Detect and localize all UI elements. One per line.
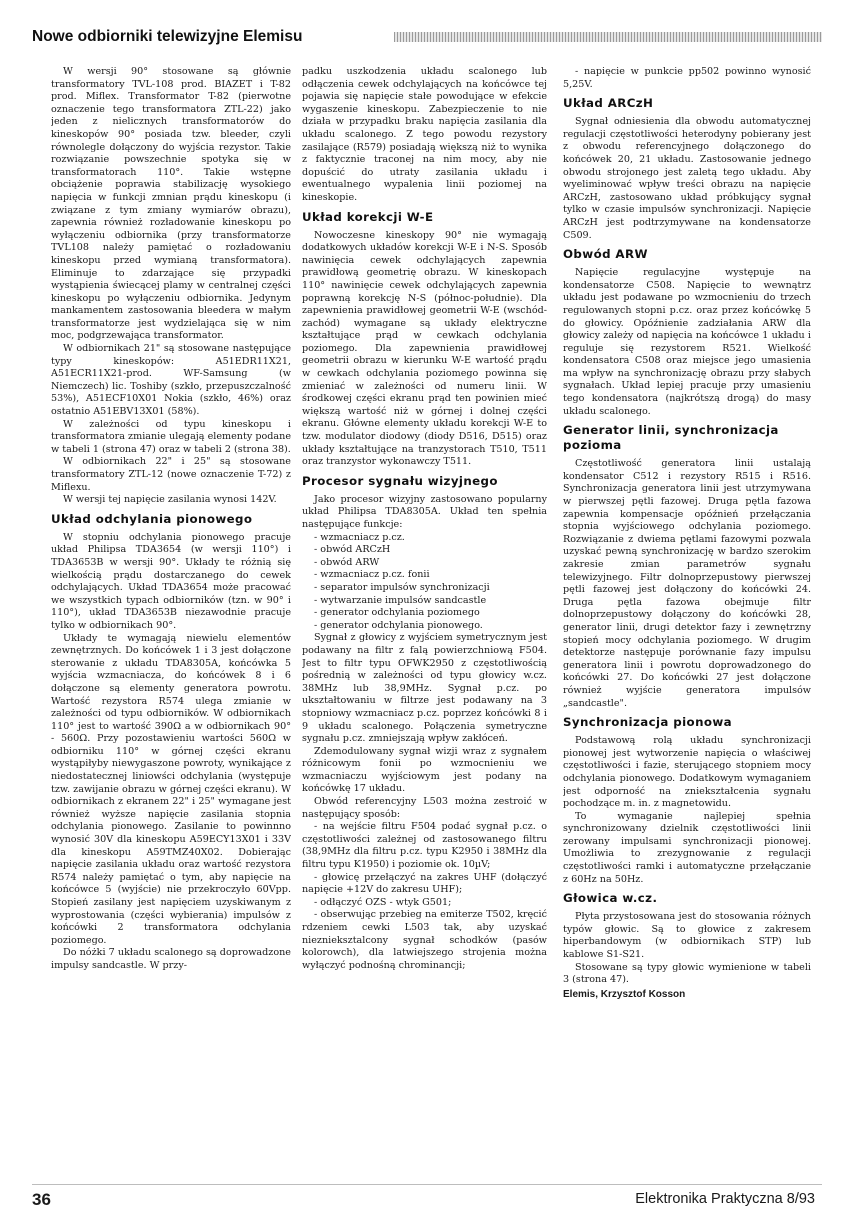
paragraph: Sygnał odniesienia dla obwodu automatycznej regulacji częstotliwości heterodyny pobierany jest z obwodu referencyjnego dołączonego do końcówek 20, 21 układu. Zastosowanie jednego obwodu strojonego jest zaletą tego układu. Aby wyeliminować wpływ treści obrazu na napięcie ARCzH, zastosowano układ próbkujący sygnał tylko w czasie impulsów synchronizacji. Napięcie ARCzH jest podtrzymywane na kondensatorze C509. bbox=[563, 116, 811, 241]
paragraph: - głowicę przełączyć na zakres UHF (dołączyć napięcie +12V do zakresu UHF); bbox=[302, 871, 547, 896]
paragraph: Płyta przystosowana jest do stosowania różnych typów głowic. Są to głowice z zakresem hiperbandowym (w odbiornikach STP) lub kablowe S1-S21. bbox=[563, 911, 811, 961]
section-heading: Układ korekcji W-E bbox=[302, 209, 434, 224]
section-heading: Procesor sygnału wizyjnego bbox=[302, 473, 498, 488]
paragraph: padku uszkodzenia układu scalonego lub odłączenia cewek odchylających na końcówce tej pojawia się napięcie stałe powodujące w efekcie wygaszenie kineskopu. Zabezpieczenie to nie działa w przypadku braku napięcia zasilania dla układu scalonego. Z tego powodu rezystory zasilające (R579) posiadają większą niż to wynika z faktycznie traconej na nim mocy, aby nie dopuścić do utraty zasilania układu i ewentualnego wypalenia linii poziomej na kineskopie. bbox=[302, 66, 547, 203]
list-item: - obwód ARCzH bbox=[314, 544, 391, 556]
paragraph: W odbiornikach 21" są stosowane następujące typy kineskopów: A51EDR11X21, A51ECR11X21-prod. WF-Samsung (w Niemczech) lic. Toshiby (szkło, przepuszczalność 53%), A51ECF10X01 Nokia (szkło, 46%) oraz ostatnio A51EBV13X01 (58%). bbox=[51, 343, 291, 418]
list-item: - generator odchylania poziomego bbox=[314, 607, 480, 619]
function-list bbox=[302, 532, 547, 633]
text-column-3 bbox=[563, 66, 811, 1156]
list-item: - wytwarzanie impulsów sandcastle bbox=[314, 594, 487, 606]
paragraph: Podstawową rolą układu synchronizacji pionowej jest wytworzenie napięcia o właściwej częstotliwości i fazie, sterującego stopniem mocy odchylania pionowego. Dodatkowym wymaganiem jest odporność na zniekształcenia sygnału pochodzące m. in. z magnetowidu. bbox=[563, 735, 811, 810]
page-header bbox=[32, 28, 822, 48]
paragraph: W stopniu odchylania pionowego pracuje układ Philipsa TDA3654 (w wersji 110°) i TDA3653B w wersji 90°. Układy te różnią się wielkością prądu dostarczanego do cewek odchylających. Układ TDA3654 może pracować we wszystkich typach odbiorników (tzn. w 90° i 110°), układ TDA3653B niezawodnie pracuje tylko w odbiornikach 90°. bbox=[51, 531, 291, 631]
paragraph: W wersji tej napięcie zasilania wynosi 142V. bbox=[63, 494, 277, 506]
list-item: - wzmacniacz p.cz. bbox=[314, 531, 405, 543]
text-column-2 bbox=[302, 66, 547, 1156]
paragraph: Jako procesor wizyjny zastosowano popularny układ Philipsa TDA8305A. Układ ten spełnia następujące funkcje: bbox=[302, 493, 547, 530]
section-heading: Synchronizacja pionowa bbox=[563, 715, 733, 730]
paragraph: Nowoczesne kineskopy 90° nie wymagają dodatkowych układów korekcji W-E i N-S. Sposób nawinięcia cewek odchylających zapewnia prawidłową geometrię obrazu. W kineskopach 110° nawinięcie cewek odchylających zapewnia poprawną korekcję N-S (północ-południe). Dla zapewnienia prawidłowej geometrii W-E (wschód-zachód) wymagane są układy elektryczne kształtujące prąd w cewkach odchylania poziomego. Dla zapewnienia prawidłowej geometrii obrazu w kierunku W-E wartość prądu w cewkach odchylania poziomego powinna się zmieniać w zależności od numeru linii. W środkowej części ekranu prąd ten powinien mieć większą wartość niż w górnej i dolnej części ekranu. Główne elementy układu korekcji W-E to tzw. modulator diodowy (diody D516, D515) oraz układy kształtujące na tranzystorach T510, T511 oraz tranzystor wykonawczy T511. bbox=[302, 229, 547, 468]
paragraph: W zależności od typu kineskopu i transformatora zmianie ulegają elementy podane w tabeli 1 (strona 47) oraz w tabeli 2 (strona 38). bbox=[51, 418, 291, 455]
paragraph: - na wejście filtru F504 podać sygnał p.cz. o częstotliwości zależnej od zastosowanego filtru (38,9MHz dla filtru p.cz. typu K2950 i 38MHz dla filtru typu K1950) i poziomie ok. 10µV; bbox=[302, 821, 547, 871]
text-column-1 bbox=[51, 66, 291, 1156]
paragraph: Stosowane są typy głowic wymienione w tabeli 3 (strona 47). bbox=[563, 961, 811, 986]
list-item: - generator odchylania pionowego. bbox=[314, 619, 483, 631]
list-item: - separator impulsów synchronizacji bbox=[314, 581, 490, 593]
paragraph: W wersji 90° stosowane są głównie transformatory TVL-108 prod. BIAZET i T-82 prod. Miflex. Transformator T-82 (pierwotne oznaczenie tego transformatora ZTL-22) jako jeden z nielicznych transformatorów do kineskopów 90° posiada tzw. bleeder, czyli równolegle dołączony do wyjścia rezystor. Takie rozwiązanie powszechnie spotyka się w transformatorach 110°. Takie wstępne obciążenie poprawia stabilizację wysokiego napięcia w funkcji zmnian prądu kineskopu (i związane z tym zmiany wymiarów obrazu), zapewnia również rozładowanie kineskopu po wyłączeniu odbiornika (przy transformatorze TVL108 należy pamiętać o rozładowaniu kineskopu przed wymianą transformatora). Eliminuje to zdarzające się przypadki wystąpienia świecącej plamy w centralnej części kineskopu po wyłączeniu odbiornika. Jedynym mankamentem zastosowania bleedera w małym transformatorze jest wydzielająca się w nim moc, podgrzewająca transformator. bbox=[51, 66, 291, 342]
paragraph: - odłączyć OZS - wtyk G501; bbox=[314, 896, 452, 908]
section-heading: Układ odchylania pionowego bbox=[51, 511, 253, 526]
footer-rule bbox=[32, 1184, 822, 1185]
header-title: Nowe odbiorniki telewizyjne Elemisu bbox=[32, 28, 303, 45]
paragraph: To wymaganie najlepiej spełnia synchronizowany dzielnik częstotliwości linii zerowany impulsami synchronizacji pionowej. Umożliwia to zrezygnowanie z regulacji częstotliwości ramki i automatyczne przełączanie z 60Hz na 50Hz. bbox=[563, 810, 811, 885]
paragraph: Sygnał z głowicy z wyjściem symetrycznym jest podawany na filtr z falą powierzchniową F504. Jest to filtr typu OFWK2950 z częstotliwością pośrednią w zależności od typu głowicy w.cz. 38MHz lub 38,9MHz. Sygnał p.cz. po ukształtowaniu w filtrze jest podawany na 3 stopniowy wzmacniacz p.cz. poprzez końcówki 8 i 9 układu scalonego. Połączenia symetryczne sygnału p.cz. zmniejszają wpływ zakłóceń. bbox=[302, 632, 547, 745]
page-number: 36 bbox=[32, 1190, 51, 1209]
paragraph: Napięcie regulacyjne występuje na kondensatorze C508. Napięcie to wewnątrz układu jest podawane po wzmocnieniu do trzech regulowanych stopni p.cz. oraz przez końcówkę 5 do głowicy. Opóźnienie zadziałania ARW dla głowicy zależy od napięcia na końcówce 1 układu i reguluje się rezystorem R521. Wielkość kondensatora C508 oraz miejsce jego umasienia ma wpływ na synchronizację obrazu przy słabych sygnałach. Układ lepiej pracuje przy umasieniu tego kondensatora (najkrótszą drogą) do masy układu scalonego. bbox=[563, 267, 811, 417]
section-heading: Układ ARCzH bbox=[563, 96, 654, 111]
journal-name: Elektronika Praktyczna 8/93 bbox=[635, 1191, 815, 1207]
paragraph: Częstotliwość generatora linii ustalają kondensator C512 i rezystory R515 i R516. Synchronizacja generatora linii jest utrzymywana w pierwszej pętli fazowej. Druga pętla fazowa zapewnia kompensacje opóźnień przełączania stopnia wyjściowego odchylania poziomego. Rozwiązanie z dwiema pętlami fazowymi pozwala uzyskać pewną synchronizację w bardzo szerokim zakresie zmian parametrów sygnału telewizyjnego. Filtr dolnoprzepustowy pierwszej pętli fazowej jest dołączony do końcówki 24. Druga pętla fazowa obejmuje filtr dolnoprzepustowy dołączony do końcówki 28, generator linii, drugi detektor fazy i zewnętrzny stopień mocy odchylania poziomego. W drugim detektorze następuje porównanie fazy impulsu generatora linii i powrotu doprowadzonego do końcówki 27. Do końcówki 27 jest dołączone również wyjście generatora impulsów „sandcastle". bbox=[563, 458, 811, 709]
paragraph: - obserwując przebieg na emiterze T502, kręcić rdzeniem cewki L503 tak, aby uzyskać nieznieksztalcony sygnał schodków (pasów kolorowch), dla latwiejszego strojenia można wyłączyć podnośną chrominancji; bbox=[302, 909, 547, 971]
paragraph: Zdemodulowany sygnał wizji wraz z sygnałem różnicowym fonii po wzmocnieniu we wzmacniaczu wyjściowym jest podany na końcówkę 17 układu. bbox=[302, 745, 547, 795]
paragraph: Do nóżki 7 układu scalonego są doprowadzone impulsy sandcastle. W przy- bbox=[51, 947, 291, 971]
paragraph: Układy te wymagają niewielu elementów zewnętrznych. Do końcówek 1 i 3 jest dołączone sterowanie z układu TDA8305A, końcówka 5 wyjścia wzmacniacza, do końcówek 8 i 6 dołączone są elementy generatora powrotu. Wartość rezystora R574 ulega zmianie w zależności od typu odbiorników. W odbiornikach 110° jest to wartość 390Ω a w odbiornikach 90° - 560Ω. Przy pozostawieniu wartości 560Ω w odbiorniku 110° w górnej części ekranu wystąpiłyby niewygaszone powroty, wynikające z niedostatecznej liniowści odchylania (występuje tzw. zawijanie obrazu w górnej części ekranu). W odbiornikach z ekranem 22" i 25" wymagane jest również wyższe napięcie zasilania stopnia odchylania pionowego. Zasilanie to powinnno wynosić 30V dla kineskopu A59ECY13X01 i 33V dla kineskopu A59TMZ40X02. Dobierając napięcie zasilania układu oraz wartość rezystora R574 należy pamiętać o tym, aby napięcie na końcówce 5 (wyjście) nie przekroczyło 60Vpp. Stopień zasilany jest napięciem uzyskiwanym z wyprostowania (części wybierania) impulsów z końcówki 2 transformatora odchylania poziomego. bbox=[51, 632, 291, 946]
header-decorative-bar bbox=[394, 32, 822, 42]
paragraph: - napięcie w punkcie pp502 powinno wynosić 5,25V. bbox=[563, 66, 811, 90]
section-heading: Obwód ARW bbox=[563, 247, 648, 262]
article-author: Elemis, Krzysztof Kosson bbox=[563, 988, 686, 1000]
paragraph: Obwód referencyjny L503 można zestroić w następujący sposób: bbox=[302, 796, 547, 820]
list-item: - wzmacniacz p.cz. fonii bbox=[314, 569, 430, 581]
paragraph: W odbiornikach 22" i 25" są stosowane transformatory ZTL-12 (nowe oznaczenie T-72) z Miflexu. bbox=[51, 456, 291, 493]
list-item: - obwód ARW bbox=[314, 556, 380, 568]
section-heading: Generator linii, synchronizacja pozioma bbox=[563, 423, 779, 453]
section-heading: Głowica w.cz. bbox=[563, 891, 658, 906]
